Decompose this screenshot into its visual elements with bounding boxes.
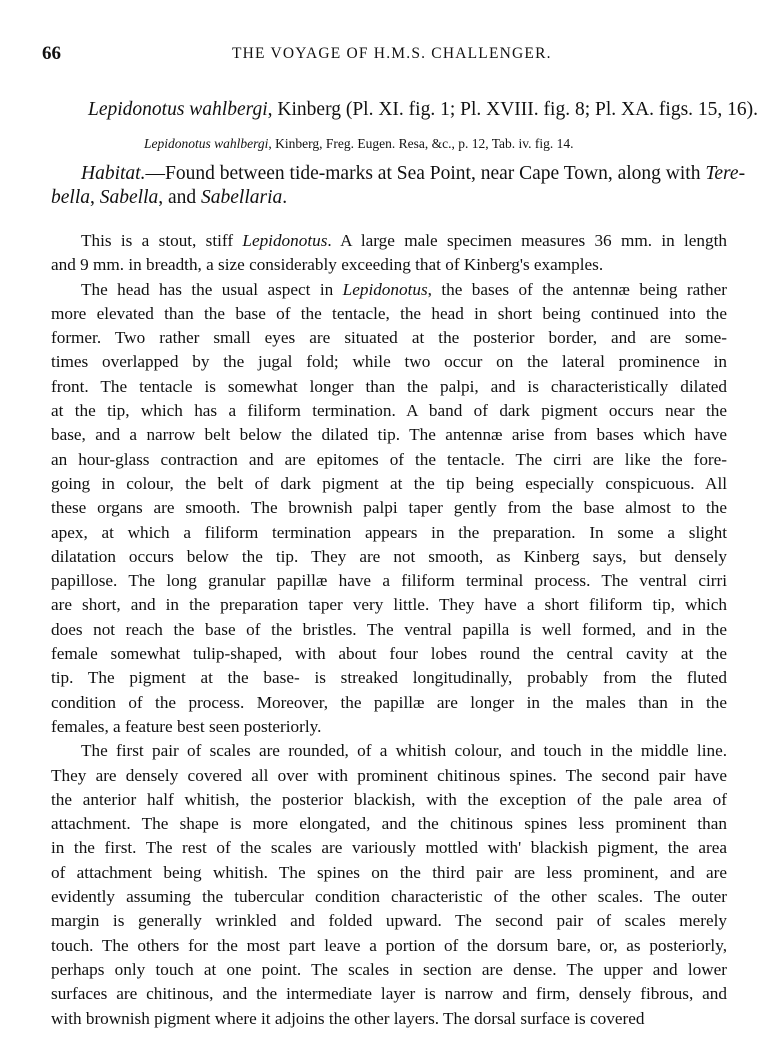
- text-line: bella, Sabella, and Sabellaria.: [51, 187, 288, 208]
- text-line: females, a feature best seen posteriorly.: [51, 716, 322, 736]
- text-line: with brownish pigment where it adjoins the other layers. The dorsal surface is covered: [51, 1008, 645, 1028]
- synonym-citation: [144, 136, 574, 152]
- text-line: of attachment being whitish. The spines on the third pair are less prominent, and are: [51, 862, 727, 882]
- paragraph-2: [51, 278, 727, 740]
- paragraph-3: [51, 739, 727, 1031]
- habitat-label: Habitat.: [81, 163, 146, 184]
- text-line: perhaps only touch at one point. The scales in section are dense. The upper and lower: [51, 959, 727, 979]
- text-line: former. Two rather small eyes are situated at the posterior border, and are some-: [51, 328, 727, 348]
- text-line: dilatation occurs below the tip. They are not smooth, as Kinberg says, but densely: [51, 546, 727, 566]
- page-number: 66: [42, 43, 61, 64]
- text-line: in the first. The rest of the scales are variously mottled with' blackish pigment, the area: [51, 838, 727, 858]
- species-heading: [88, 99, 758, 121]
- text-line: these organs are smooth. The brownish palpi taper gently from the base almost to the: [51, 498, 727, 518]
- text-line: and 9 mm. in breadth, a size considerably exceeding that of Kinberg's examples.: [51, 255, 604, 275]
- text-line: does not reach the base of the bristles. The ventral papilla is well formed, and in the: [51, 619, 727, 639]
- text-line: female somewhat tulip-shaped, with about four lobes round the central cavity at the: [51, 644, 727, 664]
- synonym-name: Lepidonotus wahlbergi: [144, 136, 269, 151]
- text-line: They are densely covered all over with prominent chitinous spines. The second pair have: [51, 765, 727, 785]
- text-line: evidently assuming the tubercular condition characteristic of the other scales. The outer: [51, 887, 727, 907]
- paragraph-1: [51, 229, 727, 278]
- running-header: THE VOYAGE OF H.M.S. CHALLENGER.: [232, 45, 552, 62]
- text-line: The head has the usual aspect in Lepidonotus, the bases of the antennæ being rather: [81, 279, 728, 299]
- text-line: tip. The pigment at the base- is streaked longitudinally, probably from the fluted: [51, 668, 727, 688]
- text-line: surfaces are chitinous, and the intermediate layer is narrow and firm, densely fibrous, and: [51, 984, 727, 1004]
- text-line: going in colour, the belt of dark pigment at the tip being especially conspicuous. All: [51, 473, 727, 493]
- text-line: are short, and in the preparation taper very little. They have a short filiform tip, which: [51, 595, 727, 615]
- habitat-paragraph: [51, 162, 746, 210]
- text-line: an hour-glass contraction and are epitomes of the tentacle. The cirri are like the fore-: [51, 449, 727, 469]
- text-line: base, and a narrow belt below the dilated tip. The antennæ arise from bases which have: [51, 425, 727, 445]
- text-line: condition of the process. Moreover, the papillæ are longer in the males than in the: [51, 692, 727, 712]
- text-line: at the tip, which has a filiform termination. A band of dark pigment occurs near the: [51, 401, 727, 421]
- text-line: times overlapped by the jugal fold; while two occur on the lateral prominence in: [51, 352, 727, 372]
- text-line: attachment. The shape is more elongated, and the chitinous spines less prominent than: [51, 814, 727, 834]
- text-line: papillose. The long granular papillæ have a filiform terminal process. The ventral cirri: [51, 571, 727, 591]
- text-line: more elevated than the base of the tentacle, the head in short being continued into the: [51, 303, 727, 323]
- text-line: Habitat.—Found between tide-marks at Sea Point, near Cape Town, along with Tere-: [81, 163, 746, 184]
- species-references: , Kinberg (Pl. XI. fig. 1; Pl. XVIII. fig. 8; Pl. XA. figs. 15, 16).: [267, 99, 759, 120]
- text-line: margin is generally wrinkled and folded upward. The second pair of scales merely: [51, 911, 727, 931]
- text-line: the anterior half whitish, the posterior blackish, with the exception of the pale area of: [51, 789, 727, 809]
- synonym-reference: , Kinberg, Freg. Eugen. Resa, &c., p. 12, Tab. iv. fig. 14.: [268, 136, 574, 151]
- text-line: apex, at which a filiform termination appears in the preparation. In some a slight: [51, 522, 727, 542]
- species-name: Lepidonotus wahlbergi: [88, 99, 268, 120]
- text-line: front. The tentacle is somewhat longer than the palpi, and is characteristically dilated: [51, 376, 727, 396]
- text-line: This is a stout, stiff Lepidonotus. A large male specimen measures 36 mm. in length: [81, 231, 727, 250]
- text-line: touch. The others for the most part leave a portion of the dorsum bare, or, as posteriorly,: [51, 935, 727, 955]
- text-line: The first pair of scales are rounded, of a whitish colour, and touch in the middle line.: [81, 741, 727, 761]
- body-text: [51, 229, 727, 1031]
